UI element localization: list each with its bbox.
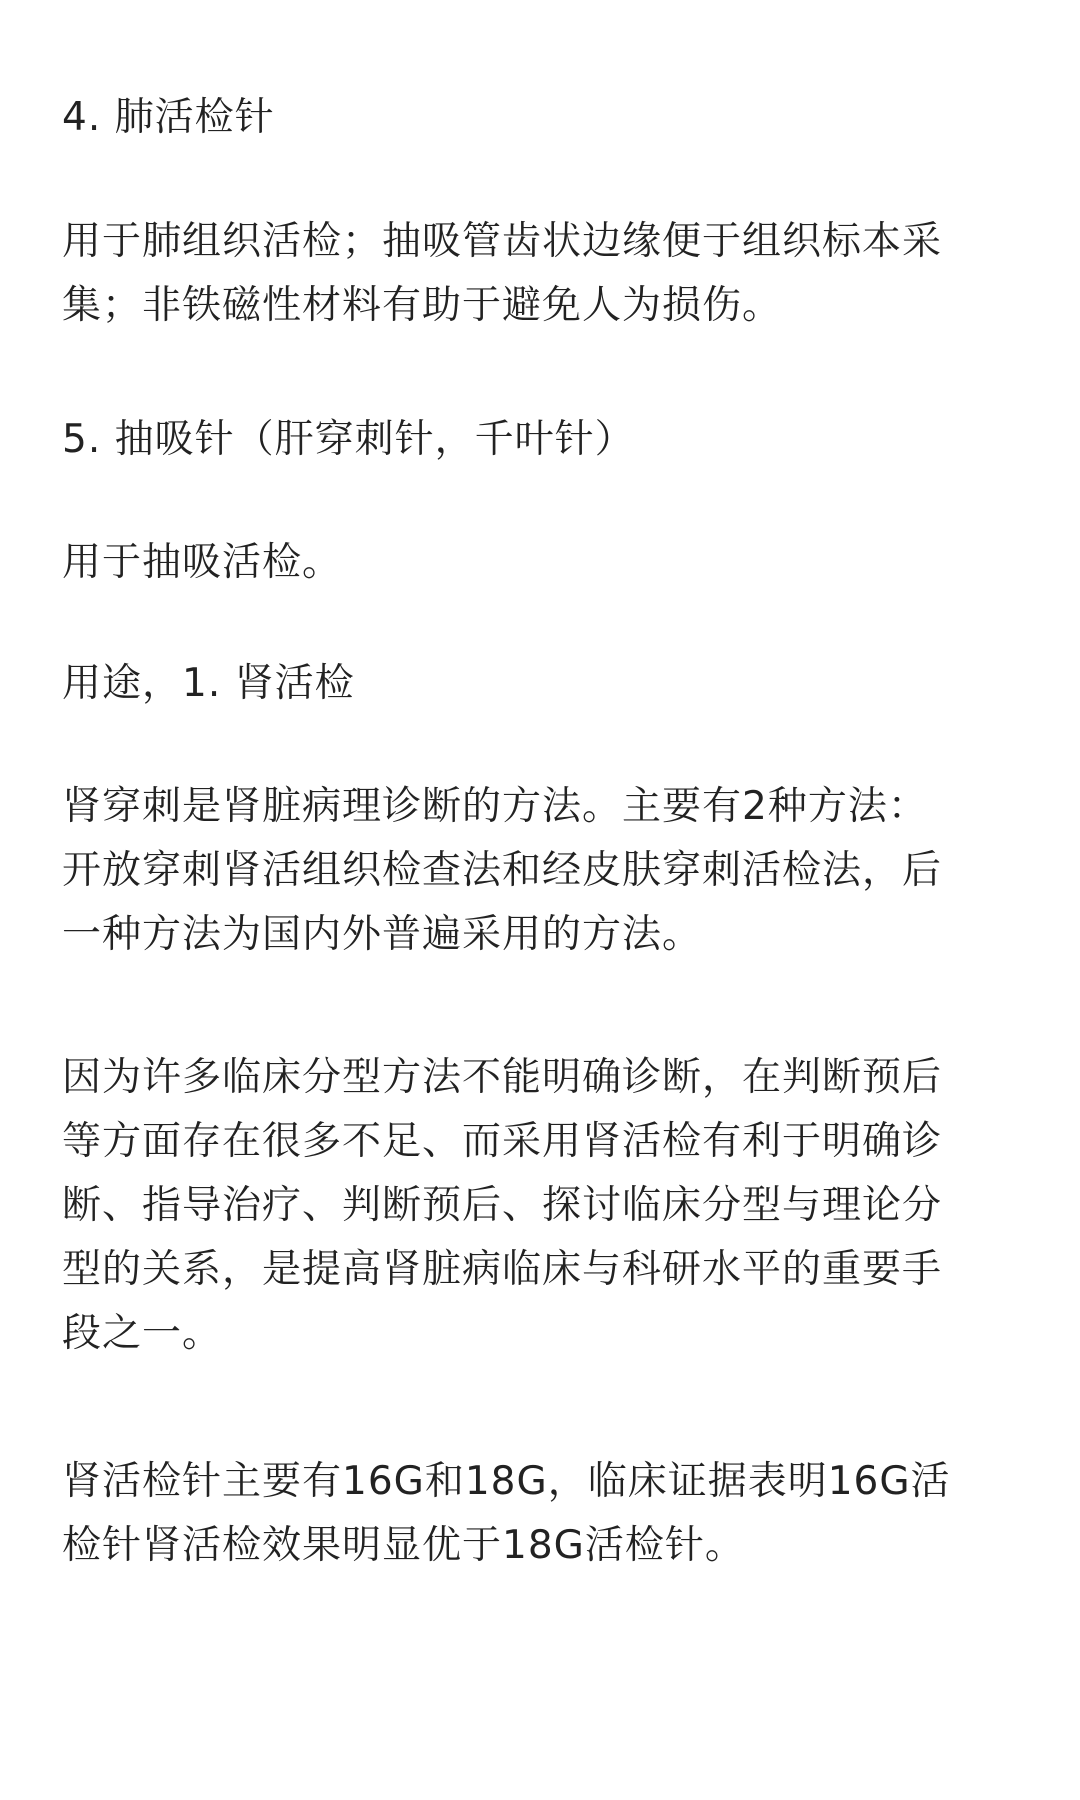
heading-lung-biopsy-needle: 4. 肺活检针 xyxy=(62,95,275,140)
paragraph-aspiration-needle-usage: 用于抽吸活检。 xyxy=(62,540,343,585)
heading-kidney-biopsy: 用途，1. 肾活检 xyxy=(62,661,355,706)
paragraph-kidney-biopsy-reason: 因为许多临床分型方法不能明确诊断，在判断预后 等方面存在很多不足、而采用肾活检有利于明确诊 断、指导治疗、判断预后、探讨临床分型与理论分 型的关系，是提高肾脏病临床与科研水平的重要手 段之一。 xyxy=(62,1055,943,1356)
paragraph-lung-needle-usage: 用于肺组织活检；抽吸管齿状边缘便于组织标本采 集；非铁磁性材料有助于避免人为损伤。 xyxy=(62,219,943,328)
paragraph-kidney-biopsy-methods: 肾穿刺是肾脏病理诊断的方法。主要有2种方法： 开放穿刺肾活组织检查法和经皮肤穿刺活检法，后 一种方法为国内外普遍采用的方法。 xyxy=(62,784,943,957)
paragraph-kidney-needle-gauge: 肾活检针主要有16G和18G，临床证据表明16G活 检针肾活检效果明显优于18G活检针。 xyxy=(62,1459,951,1568)
heading-aspiration-needle: 5. 抽吸针（肝穿刺针，千叶针） xyxy=(62,417,635,462)
